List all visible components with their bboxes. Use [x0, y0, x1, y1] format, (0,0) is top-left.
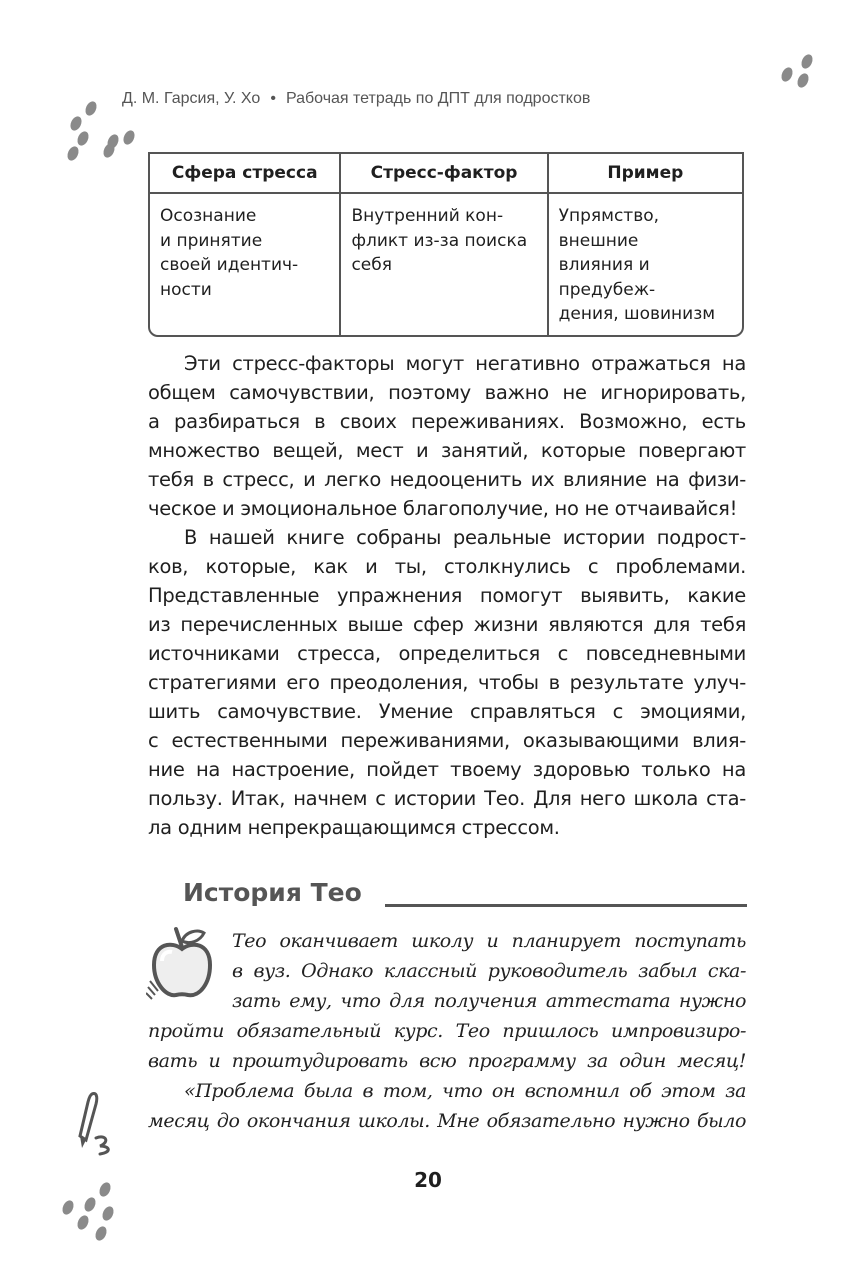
story-line: Тео оканчивает школу и планирует поступать: [232, 930, 746, 952]
paragraph-line: общем самочувствии, поэтому важно не игнорировать,: [148, 381, 746, 404]
paragraph-line: с естественными переживаниями, оказывающими влия-: [148, 729, 746, 752]
story-line: вать и проштудировать всю программу за один месяц!: [148, 1050, 746, 1072]
paragraph-line: ние на настроение, пойдет твоему здоровью только на: [148, 758, 746, 781]
cell-line: дения, шовинизм: [558, 304, 716, 324]
story-line: в вуз. Однако классный руководитель забыл ска-: [232, 960, 746, 982]
story-line: зать ему, что для получения аттестата нужно: [232, 990, 746, 1012]
cell-line: себя: [351, 255, 392, 275]
table-header: Пример: [547, 154, 742, 194]
paragraph-line: шить самочувствие. Умение справляться с эмоциями,: [148, 700, 746, 723]
paragraph-line: пользу. Итак, начнем с истории Тео. Для него школа ста-: [148, 787, 746, 810]
paragraph-line: источниками стресса, определиться с повседневными: [148, 642, 746, 665]
paragraph-line: ла одним непрекращающимся стрессом.: [148, 816, 560, 839]
header-book-title: Рабочая тетрадь по ДПТ для подростков: [285, 90, 591, 107]
apple-icon: [146, 925, 218, 1005]
table-cell-factor: [339, 194, 546, 335]
paragraph-line: Представленные упражнения помогут выявить, какие: [148, 584, 746, 607]
cell-line: Упрямство, внешние: [558, 206, 660, 251]
paragraph-line: В нашей книге собраны реальные истории подрост-: [184, 526, 746, 549]
table-header: Сфера стресса: [150, 154, 339, 194]
paragraph-line: стратегиями его преодоления, чтобы в результате улуч-: [148, 671, 746, 694]
table-row: [150, 194, 742, 335]
header-authors: Д. М. Гарсия, У. Хо: [122, 90, 261, 107]
cell-line: Внутренний кон-: [351, 206, 504, 226]
paragraph-line: множество вещей, мест и занятий, которые повергают: [148, 439, 746, 462]
title-underline: [385, 904, 747, 907]
table-cell-example: [547, 194, 742, 335]
paragraph-line: из перечисленных выше сфер жизни являются для тебя: [148, 613, 746, 636]
cell-line: влияния и предубеж-: [558, 255, 656, 300]
paragraph-line: ков, которые, как и ты, столкнулись с проблемами.: [148, 555, 746, 578]
stress-table: [148, 152, 744, 337]
cell-line: и принятие: [160, 230, 263, 251]
cell-line: Осознание: [160, 206, 257, 226]
story-line: «Проблема была в том, что он вспомнил об этом за: [184, 1080, 746, 1102]
paragraph-line: а разбираться в своих переживаниях. Возможно, есть: [148, 410, 746, 433]
story-line: пройти обязательный курс. Тео пришлось импровизиро-: [148, 1020, 746, 1042]
running-header: [122, 90, 590, 108]
cell-line: ности: [160, 279, 212, 300]
table-header: Стресс-фактор: [339, 154, 546, 194]
paragraph-line: Эти стресс-факторы могут негативно отражаться на: [184, 352, 746, 375]
pen-icon: [70, 1090, 120, 1162]
cell-line: своей идентич-: [160, 255, 299, 275]
paragraph-line: ческое и эмоциональное благополучие, но не отчаивайся!: [148, 497, 738, 520]
header-separator: •: [270, 90, 276, 107]
paragraph-line: тебя в стресс, и легко недооценить их влияние на физи-: [148, 468, 746, 491]
table-cell-sphere: [150, 194, 339, 335]
story-title: История Тео: [183, 878, 362, 907]
page-number: 20: [414, 1168, 442, 1192]
cell-line: фликт из-за поиска: [351, 230, 528, 251]
story-line: месяц до окончания школы. Мне обязательно нужно было: [148, 1110, 746, 1132]
